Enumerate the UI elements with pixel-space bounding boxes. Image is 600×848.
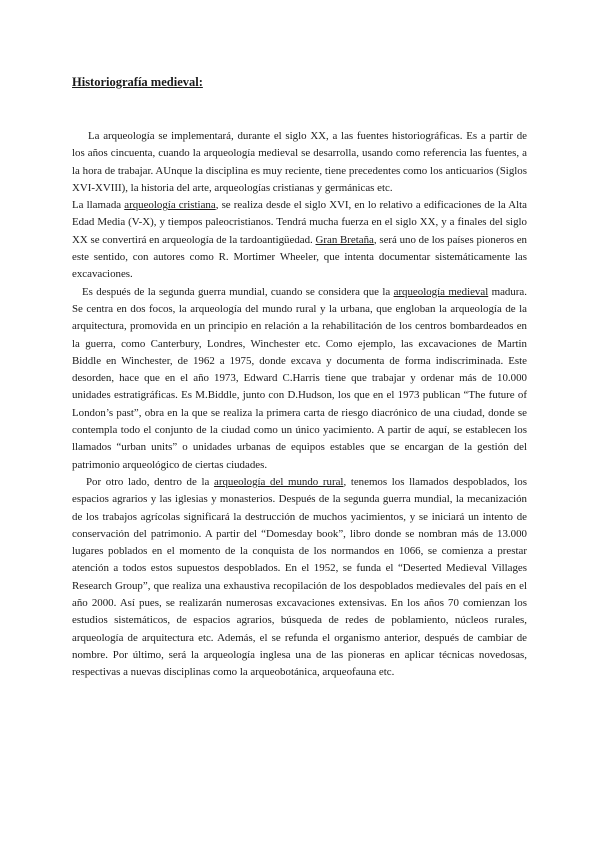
paragraph-4-text-b: , tenemos los llamados despoblados, los espacios agrarios y las iglesias y monasterios. Después de la segunda guerra mundial, la mecanización de los trabajos agrícolas significará la destrucción de muchos yacimientos, y se iniciará un intento de conservación del patrimonio. A partir del “Domesday book”, libro donde se nombran más de 13.000 lugares poblados en el momento de la conquista de los normandos en 1066, se comienza a prestar atención a todos estos supuestos despoblados. En el 1952, se funda el “Deserted Medieval Villages Research Group”, que realiza una exhaustiva recopilación de los despoblados medievales del país en el año 2000. Así pues, se realizarán numerosas excavaciones extensivas. En los años 70 comienzan los estudios sistemáticos, de espacios agrarios, búsqueda de redes de poblamiento, núcleos rurales, arqueología de arquitectura etc. Además, el se refunda el organismo anterior, después de cambiar de nombre. Por último, será la arqueología inglesa una de las pioneras en aplicar técnicas novedosas, respectivas a nuevas disciplinas como la arqueobotánica, arqueofauna etc. bbox=[72, 475, 527, 679]
document-title: Historiografía medieval: bbox=[72, 75, 203, 89]
paragraph-3-text-a: Es después de la segunda guerra mundial, cuando se considera que la bbox=[82, 285, 394, 298]
paragraph-2 bbox=[72, 197, 527, 283]
paragraph-2-text-a: La llamada bbox=[72, 199, 125, 212]
paragraph-2-text-c: , será uno de los países pioneros en este sentido, con autores como R. Mortimer Wheeler, que intenta documentar sistemáticamente las excavaciones. bbox=[72, 233, 527, 281]
underlined-term-arqueologia-medieval: arqueología medieval bbox=[393, 285, 489, 298]
paragraph-2-text-b: , se realiza desde el siglo XVI, en lo relativo a edificaciones de la Alta Edad Media (V-X), y tiempos paleocristianos. Tendrá mucha fuerza en el siglo XX, y a finales del siglo XX se convertirá en arqueología de la tardoantigüedad. bbox=[72, 199, 528, 246]
underlined-term-gran-bretana: Gran Bretaña bbox=[315, 233, 374, 246]
paragraph-4-text-a: Por otro lado, dentro de la bbox=[86, 475, 214, 488]
underlined-term-arqueologia-cristiana: arqueología cristiana bbox=[124, 199, 216, 212]
paragraph-3-text-b: madura. Se centra en dos focos, la arqueología del mundo rural y la urbana, que engloban la arqueología de la arquitectura, promovida en un principio en relación a la rehabilitación de los centros bombardeados en la guerra, como Canterbury, Londres, Winchester etc. Como ejemplo, las excavaciones de Martin Biddle en Winchester, de 1962 a 1975, donde excava y documenta de forma indiscriminada. Este desorden, hace que en el año 1973, Edward C.Harris tiene que trabajar y ordenar más de 10.000 unidades estratigráficas. Es M.Biddle, junto con D.Hudson, los que en el 1973 publican “The future of London’s past”, obra en la que se realiza la primera carta de riesgo diacrónico de una ciudad, donde se contempla todo el conjunto de la ciudad como un único yacimiento. A partir de aquí, se establecen los llamados “urban units” o unidades urbanas de equipos estables que se encargan de la gestión del patrimonio arqueológico de ciertas ciudades. bbox=[72, 285, 527, 471]
document-body bbox=[72, 128, 527, 682]
underlined-term-arqueologia-mundo-rural: arqueología del mundo rural bbox=[213, 475, 344, 488]
paragraph-1: La arqueología se implementará, durante el siglo XX, a las fuentes historiográficas. Es a partir de los años cincuenta, cuando la arqueología medieval se desarrolla, usando como referencia las fuentes, a la hora de trabajar. AUnque la disciplina es muy reciente, tiene precedentes como los anticuarios (Siglos XVI-XVIII), la historia del arte, arqueologías cristianas y germánicas etc. bbox=[72, 130, 527, 194]
paragraph-3 bbox=[72, 284, 527, 474]
paragraph-4 bbox=[72, 474, 527, 682]
